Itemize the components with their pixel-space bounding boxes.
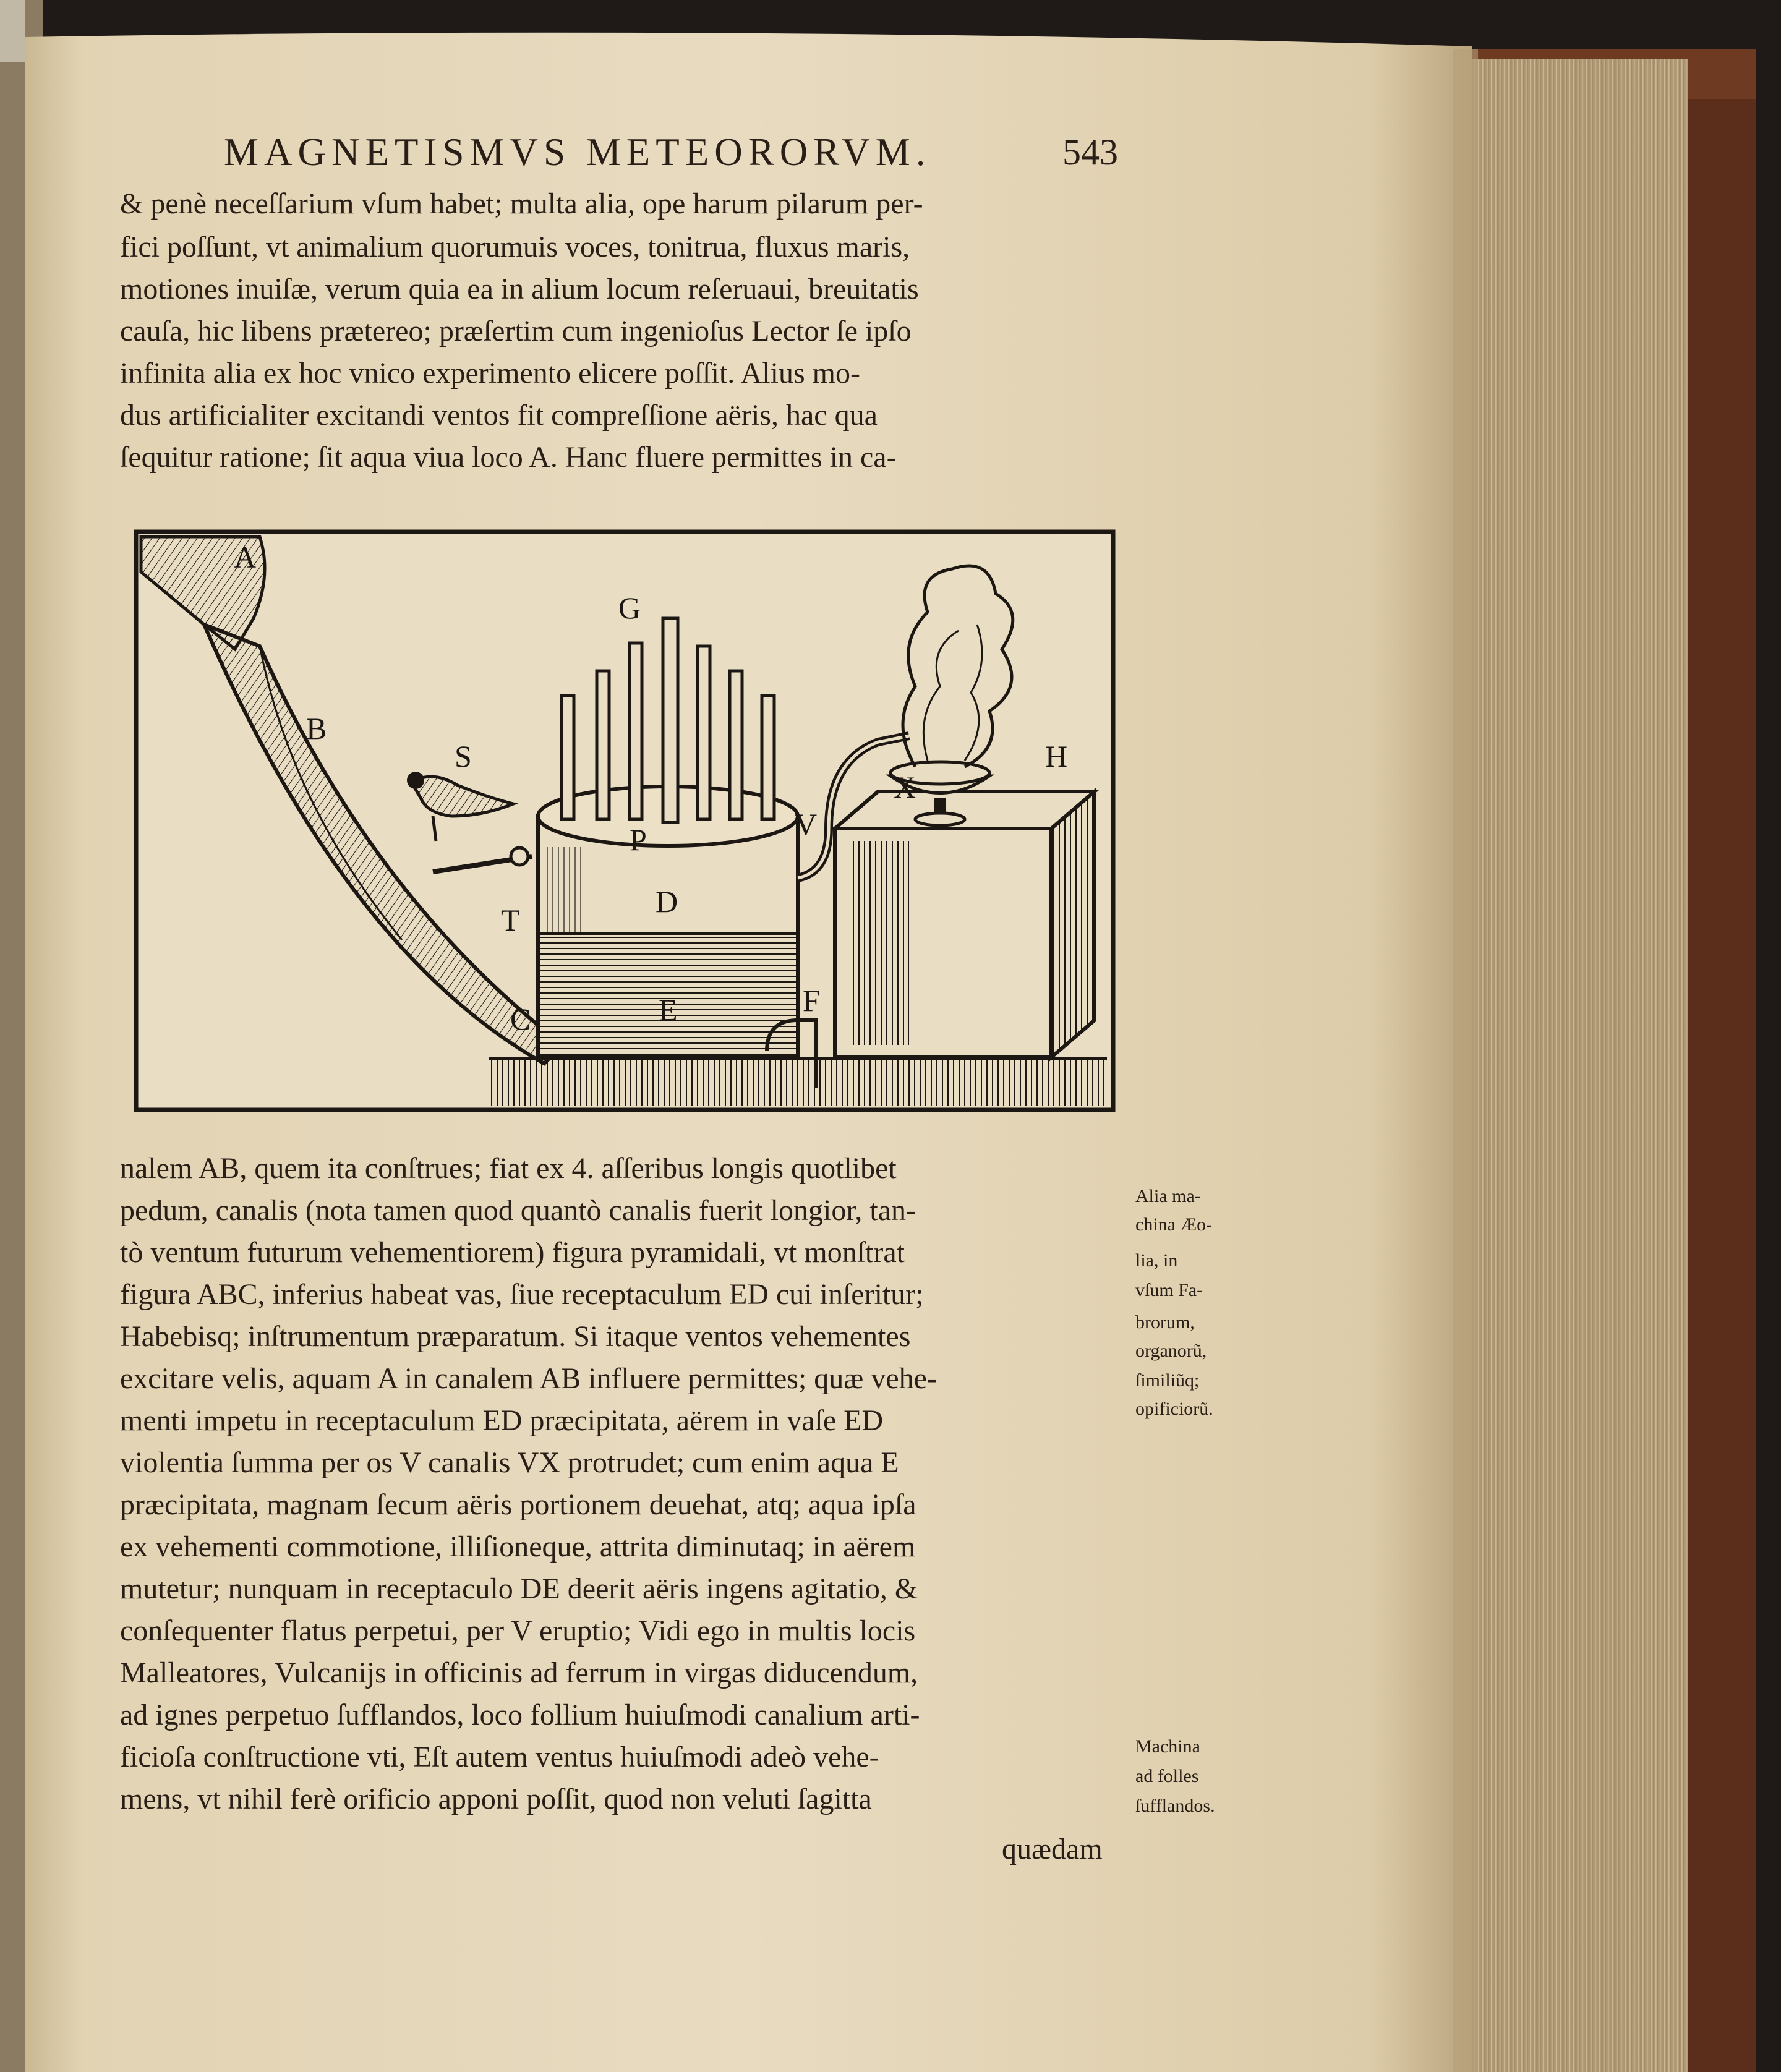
text-line: fici poſſunt, vt animalium quorumuis voces, tonitrua, fluxus maris, bbox=[120, 231, 910, 263]
marginal-note: ſimiliũq; bbox=[1135, 1370, 1200, 1391]
marginal-note: brorum, bbox=[1135, 1312, 1195, 1332]
label-f: F bbox=[803, 983, 820, 1018]
marginal-note: vſum Fa- bbox=[1135, 1280, 1203, 1300]
text-line: Habebisq; inſtrumentum præparatum. Si itaque ventos vehementes bbox=[120, 1320, 911, 1353]
marginal-note: opificiorũ. bbox=[1135, 1399, 1213, 1419]
page-number: 543 bbox=[1062, 132, 1118, 173]
label-p: P bbox=[630, 822, 647, 857]
text-line: menti impetu in receptaculum ED præcipitata, aërem in vaſe ED bbox=[120, 1404, 884, 1437]
text-line: motiones inuiſæ, verum quia ea in alium locum reſeruaui, breuitatis bbox=[120, 273, 919, 305]
text-line: & penè neceſſarium vſum habet; multa alia, ope harum pilarum per- bbox=[120, 187, 923, 220]
marginal-note: lia, in bbox=[1135, 1250, 1178, 1271]
text-line: dus artificialiter excitandi ventos fit compreſſione aëris, hac qua bbox=[120, 399, 878, 432]
text-line: mens, vt nihil ferè orificio apponi poſſit, quod non veluti ſagitta bbox=[120, 1783, 872, 1815]
label-g: G bbox=[618, 590, 641, 625]
woodcut-figure bbox=[136, 532, 1113, 1110]
label-h: H bbox=[1045, 739, 1068, 774]
text-line: cauſa, hic libens prætereo; præſertim cum ingenioſus Lector ſe ipſo bbox=[120, 315, 912, 347]
running-title: MAGNETISMVS METEORORVM. bbox=[224, 130, 931, 174]
marginal-note: ad folles bbox=[1135, 1766, 1199, 1786]
text-line: conſequenter flatus perpetui, per V eruptio; Vidi ego in multis locis bbox=[120, 1614, 916, 1647]
label-b: B bbox=[306, 711, 327, 746]
marginal-note: Machina bbox=[1135, 1736, 1200, 1757]
text-line: excitare velis, aquam A in canalem AB influere permittes; quæ vehe- bbox=[120, 1362, 937, 1395]
text-line: Malleatores, Vulcanijs in officinis ad ferrum in virgas diducendum, bbox=[120, 1656, 918, 1689]
text-line: ſequitur ratione; ſit aqua viua loco A. Hanc fluere permittes in ca- bbox=[120, 441, 897, 474]
text-line: ex vehementi commotione, illiſioneque, attrita diminutaq; in aërem bbox=[120, 1530, 916, 1563]
text-line: violentia ſumma per os V canalis VX protrudet; cum enim aqua E bbox=[120, 1446, 899, 1479]
text-line: infinita alia ex hoc vnico experimento elicere poſſit. Alius mo- bbox=[120, 357, 860, 390]
text-line: pedum, canalis (nota tamen quod quantò canalis fuerit longior, tan- bbox=[120, 1194, 916, 1227]
text-line: ficioſa conſtructione vti, Eſt autem ventus huiuſmodi adeò vehe- bbox=[120, 1741, 879, 1773]
text-line: mutetur; nunquam in receptaculo DE deerit aëris ingens agitatio, & bbox=[120, 1572, 918, 1605]
text-line: præcipitata, magnam ſecum aëris portionem deuehat, atq; aqua ipſa bbox=[120, 1488, 916, 1521]
label-d: D bbox=[656, 884, 678, 919]
text-line: ad ignes perpetuo ſufflandos, loco follium huiuſmodi canalium arti- bbox=[120, 1699, 920, 1731]
marginal-note: china Æo- bbox=[1135, 1214, 1213, 1235]
label-v: V bbox=[795, 807, 818, 842]
text-line: nalem AB, quem ita conſtrues; fiat ex 4. aſſeribus longis quotlibet bbox=[120, 1152, 897, 1185]
page-block-edge bbox=[1466, 59, 1688, 2072]
marginal-note: organorũ, bbox=[1135, 1341, 1207, 1361]
label-c: C bbox=[510, 1002, 531, 1036]
marginal-note: ſufflandos. bbox=[1135, 1796, 1215, 1816]
label-a: A bbox=[234, 540, 257, 574]
label-s: S bbox=[455, 739, 472, 774]
text-line: figura ABC, inferius habeat vas, ſiue receptaculum ED cui inſeritur; bbox=[120, 1278, 924, 1311]
label-x: X bbox=[894, 770, 916, 804]
marginal-note: Alia ma- bbox=[1135, 1186, 1201, 1206]
label-t: T bbox=[501, 903, 520, 937]
text-line: tò ventum futurum vehementiorem) figura pyramidali, vt monſtrat bbox=[120, 1236, 905, 1269]
label-e: E bbox=[659, 992, 678, 1027]
catchword: quædam bbox=[1002, 1833, 1103, 1865]
